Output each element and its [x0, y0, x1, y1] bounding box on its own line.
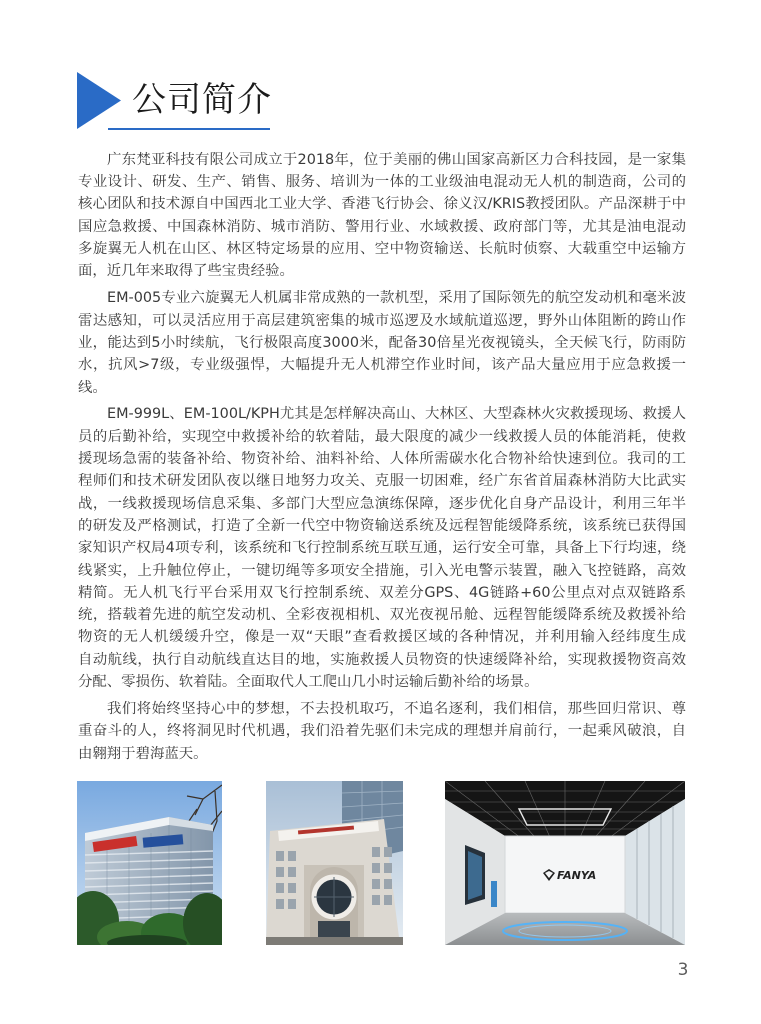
paragraph-line: 专业设计、研发、生产、销售、服务、培训为一体的工业级油电混动无人机的制造商，公司的 [78, 174, 686, 191]
paragraph-line: 由翱翔于碧海蓝天。 [78, 745, 208, 762]
paragraph-line: 援现场急需的装备补给、物资补给、油料补给、人体所需碳水化合物补给快速到位。我司的工 [78, 451, 686, 468]
paragraph-line: 重奋斗的人，终将洞见时代机遇，我们沿着先驱们未完成的理想并肩前行，一起乘风破浪，自 [78, 723, 686, 740]
paragraph-em005 [78, 287, 686, 398]
paragraph-line: 线紧实，上升触位停止，一键切绳等多项安全措施，引入光电警示装置，融入飞控链路，高效 [78, 562, 686, 579]
paragraph-line: 水，抗风>7级，专业级强悍，大幅提升无人机滞空作业时间，该产品大量应用于应急救援一 [78, 357, 686, 374]
paragraph-line: 程师们和技术研发团队夜以继日地努力攻关、克服一切困难，经广东省首届森林消防大比武实 [78, 473, 686, 490]
paragraph-line: 线。 [78, 379, 107, 396]
page-number: 3 [677, 960, 689, 980]
title-underline [108, 128, 270, 130]
paragraph-line: 战，一线救援现场信息采集、多部门大型应急演练保障，逐步优化自身产品设计，利用三年半 [78, 495, 686, 512]
body-text [78, 149, 686, 770]
paragraph-line: 统，搭载着先进的航空发动机、全彩夜视相机、双光夜视吊舱、远程智能缓降系统及救援补给 [78, 607, 686, 624]
paragraph-line: 我们将始终坚持心中的梦想，不去投机取巧，不追名逐利，我们相信，那些回归常识、尊 [107, 701, 686, 718]
paragraph-line: 多旋翼无人机在山区、林区特定场景的应用、空中物资输送、长航时侦察、大载重空中运输方 [78, 241, 686, 258]
fanya-logo-text: FANYA [557, 869, 597, 882]
paragraph-vision [78, 698, 686, 765]
paragraph-line: 自动航线，执行自动航线直达目的地，实施救援人员物资的快速缓降补给，实现救援物资高效 [78, 651, 686, 668]
paragraph-line: 精简。无人机飞行平台采用双飞行控制系统、双差分GPS、4G链路+60公里点对点双链路系 [78, 584, 686, 601]
paragraph-line: 员的后勤补给，实现空中救援补给的软着陆，最大限度的减少一线救援人员的体能消耗，使救 [78, 428, 686, 445]
paragraph-line: 面，近几年来取得了些宝贵经验。 [78, 263, 294, 280]
title-triangle-icon [77, 72, 123, 130]
paragraph-line: 的研发及严格测试，打造了全新一代空中物资输送系统及远程智能缓降系统，该系统已获得国 [78, 517, 686, 534]
paragraph-line: 广东梵亚科技有限公司成立于2018年，位于美丽的佛山国家高新区力合科技园，是一家集 [107, 151, 686, 168]
paragraph-line: 国应急救援、中国森林消防、城市消防、警用行业、水域救援、政府部门等，尤其是油电混动 [78, 218, 686, 235]
paragraph-line: 家知识产权局4项专利，该系统和飞行控制系统互联互通，运行安全可靠，具备上下行均速，绕 [78, 540, 686, 557]
paragraph-line: EM-005专业六旋翼无人机属非常成熟的一款机型，采用了国际领先的航空发动机和毫米波 [107, 290, 686, 307]
paragraph-line: 物资的无人机缓缓升空，像是一双“天眼”查看救援区域的各种情况，并利用输入经纬度生成 [78, 629, 686, 646]
paragraph-line: 雷达感知，可以灵活应用于高层建筑密集的城市巡逻及水域航道巡逻，野外山体阻断的跨山作 [78, 312, 686, 329]
paragraph-em999l [78, 403, 686, 693]
office-building-photo [77, 781, 222, 945]
paragraph-line: 业，能达到5小时续航，飞行极限高度3000米，配备30倍星光夜视镜头，全天候飞行，防雨防 [78, 334, 686, 351]
paragraph-line: 核心团队和技术源自中国西北工业大学、香港飞行协会、徐义汉/KRIS教授团队。产品深耕于中 [78, 196, 686, 213]
paragraph-company-intro [78, 149, 686, 283]
paragraph-line: EM-999L、EM-100L/KPH尤其是怎样解决高山、大林区、大型森林火灾救援现场、救援人 [107, 406, 686, 423]
paragraph-line: 分配、零损伤、软着陆。全面取代人工爬山几小时运输后勤补给的场景。 [78, 674, 539, 691]
building-entrance-photo [266, 781, 403, 945]
section-title: 公司简介 [132, 80, 272, 120]
office-lobby-photo [445, 781, 685, 945]
